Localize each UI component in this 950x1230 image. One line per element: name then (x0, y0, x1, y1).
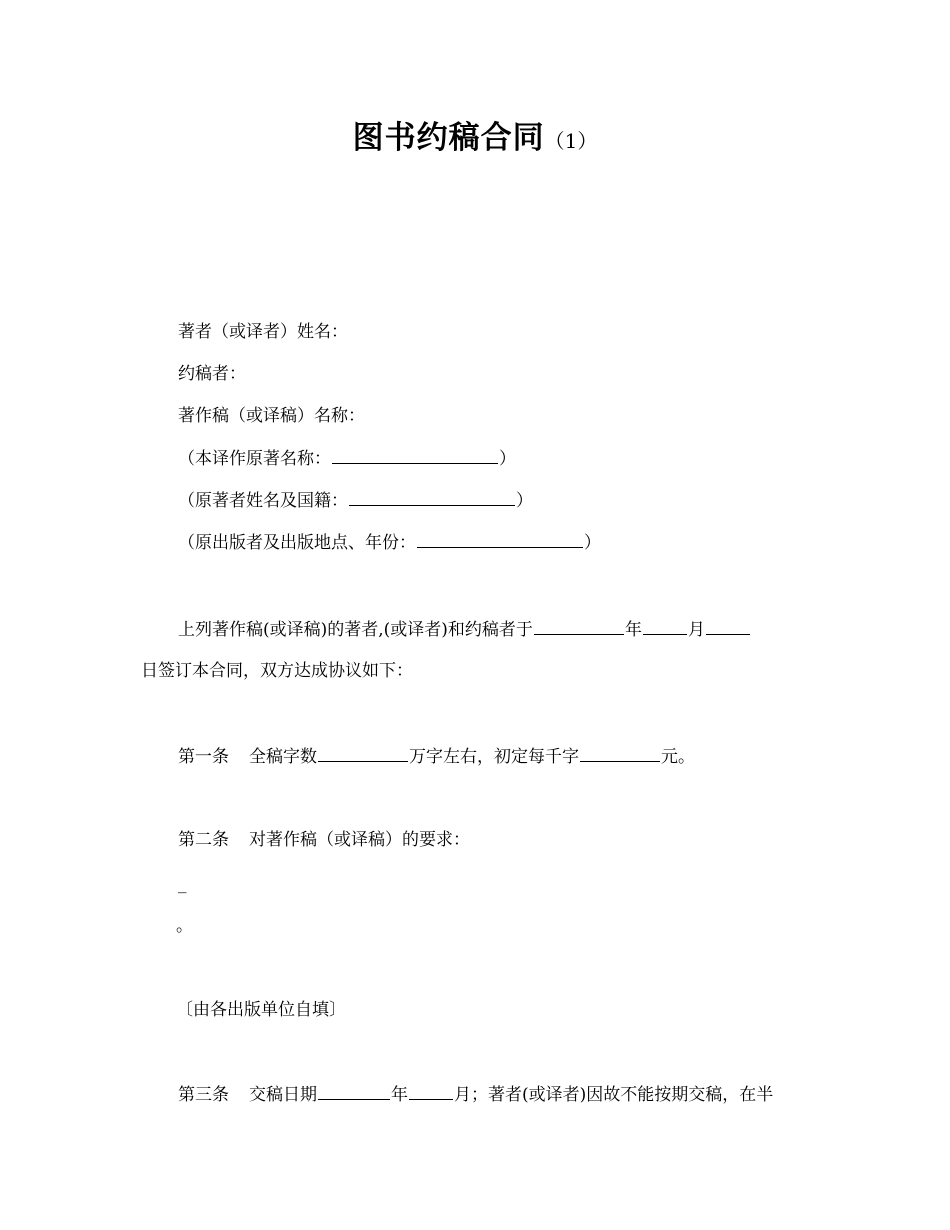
article-3-label: 第三条 (178, 1085, 229, 1105)
article-2-label: 第二条 (178, 830, 229, 850)
publisher-note: 〔由各出版单位自填〕 (176, 1000, 346, 1020)
article-1-text-a: 全稿字数 (249, 747, 317, 767)
article-1-text-c: 元。 (661, 747, 695, 767)
commissioner-label: 约稿者： (178, 364, 246, 384)
article-1-label: 第一条 (178, 747, 229, 767)
close-paren: ） (499, 449, 516, 469)
sign-month-blank (643, 617, 687, 635)
title-suffix: （1） (544, 129, 598, 153)
year-label: 年 (624, 620, 642, 640)
sign-day-blank (706, 617, 750, 635)
article-2 (178, 828, 470, 852)
delivery-year-blank (318, 1082, 390, 1100)
intro-text-2: 日签订本合同，双方达成协议如下： (141, 661, 413, 681)
article-2-note (176, 998, 346, 1022)
word-count-blank (318, 744, 408, 762)
close-paren: ） (516, 491, 533, 511)
article-2-dash (178, 872, 187, 896)
original-author-field (178, 488, 533, 513)
work-name-field (178, 404, 365, 428)
article-2-period (176, 914, 193, 938)
sign-year-blank (534, 617, 624, 635)
intro-line-2 (141, 659, 413, 683)
article-2-text: 对著作稿（或译稿）的要求： (249, 830, 470, 850)
article-1 (178, 744, 695, 769)
rate-blank (580, 744, 660, 762)
work-name-label: 著作稿（或译稿）名称： (178, 406, 365, 426)
article-3-text-b: 月；著者(或译者)因故不能按期交稿，在半 (454, 1085, 774, 1105)
article-3 (178, 1082, 773, 1107)
article-3-text-a: 交稿日期 (249, 1085, 317, 1105)
intro-text: 上列著作稿(或译稿)的著者,(或译者)和约稿者于 (178, 620, 533, 640)
original-title-field (178, 446, 516, 471)
close-paren: ） (584, 533, 601, 553)
original-title-blank (332, 446, 498, 464)
month-label: 月 (687, 620, 705, 640)
commissioner-field (178, 362, 246, 386)
original-author-label: （原著者姓名及国籍： (178, 491, 348, 511)
article-1-text-b: 万字左右，初定每千字 (409, 747, 579, 767)
dash-mark: _ (178, 874, 187, 894)
delivery-month-blank (409, 1082, 453, 1100)
original-publisher-field (178, 530, 601, 555)
period-mark: 。 (176, 916, 193, 936)
original-title-label: （本译作原著名称： (178, 449, 331, 469)
article-3-year: 年 (391, 1085, 408, 1105)
original-author-blank (349, 488, 515, 506)
document-title (0, 112, 950, 157)
author-name-label: 著者（或译者）姓名： (178, 322, 348, 342)
original-publisher-blank (417, 530, 583, 548)
original-publisher-label: （原出版者及出版地点、年份： (178, 533, 416, 553)
title-main: 图书约稿合同 (352, 120, 545, 156)
author-name-field (178, 320, 348, 344)
intro-line-1 (178, 617, 751, 642)
